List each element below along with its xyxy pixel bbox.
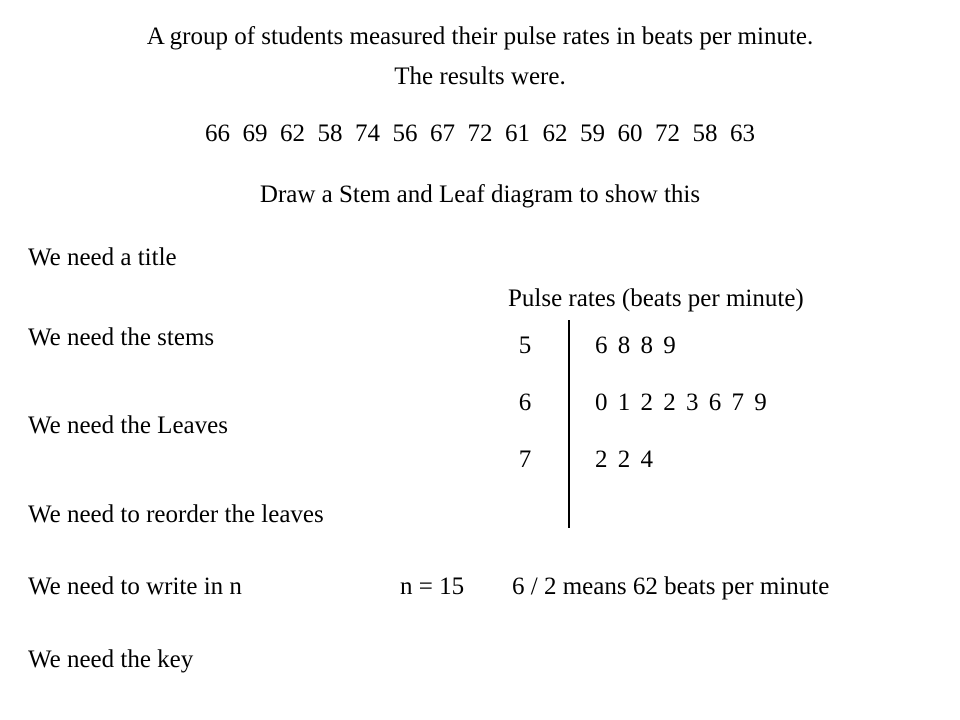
stem-7: 7 — [518, 446, 532, 473]
instruction: Draw a Stem and Leaf diagram to show this — [259, 181, 701, 208]
n-label: n = 15 — [400, 573, 465, 600]
problem-line-1: A group of students measured their pulse rates in beats per minute. — [146, 23, 814, 50]
data-values: 66 69 62 58 74 56 67 72 61 62 59 60 72 58 63 — [205, 120, 755, 147]
key-label: 6 / 2 means 62 beats per minute — [512, 573, 830, 600]
problem-line-2: The results were. — [394, 63, 566, 90]
step-key: We need the key — [28, 646, 194, 673]
step-title: We need a title — [28, 244, 177, 271]
leaves-5: 6 8 8 9 — [595, 332, 676, 359]
step-write-n: We need to write in n — [28, 573, 242, 600]
step-leaves: We need the Leaves — [28, 412, 228, 439]
stem-5: 5 — [518, 332, 532, 359]
leaves-7: 2 2 4 — [595, 446, 653, 473]
step-reorder: We need to reorder the leaves — [28, 501, 324, 528]
diagram-title: Pulse rates (beats per minute) — [508, 285, 804, 312]
step-stems: We need the stems — [28, 324, 215, 351]
leaves-6: 0 1 2 2 3 6 7 9 — [595, 389, 767, 416]
stem-leaf-divider — [568, 320, 570, 528]
stem-6: 6 — [518, 389, 532, 416]
